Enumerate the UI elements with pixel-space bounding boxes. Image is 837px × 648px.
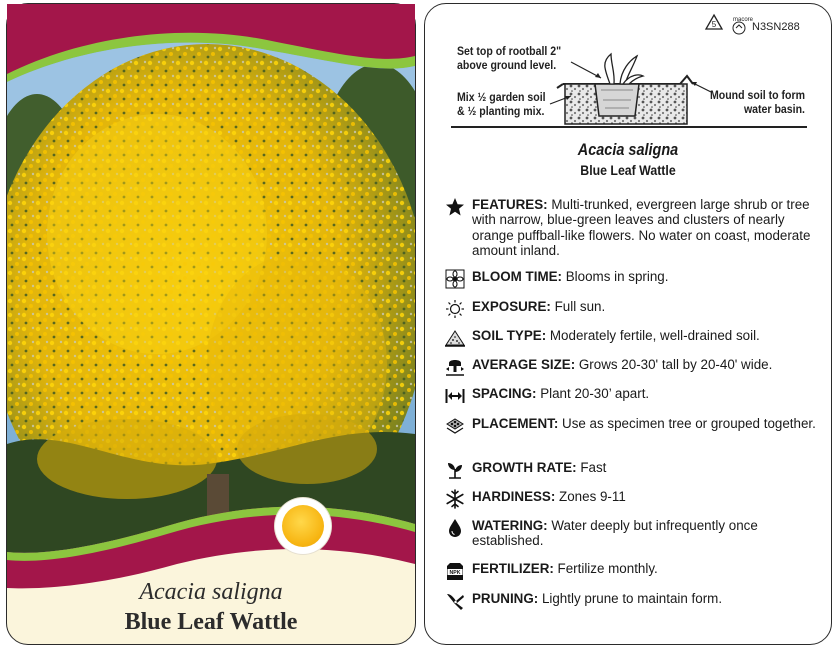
diagram-label-water-basin: Mound soil to form water basin. xyxy=(709,88,805,116)
sprout-icon xyxy=(445,460,465,480)
bloom-text: Blooms in spring. xyxy=(562,269,669,284)
feature-watering xyxy=(445,518,817,552)
exposure-text: Full sun. xyxy=(550,299,606,314)
recycle-number: 5 xyxy=(711,20,717,29)
features-text: Multi-trunked, evergreen large shrub or tree with narrow, blue-green leaves and clusters of nearly orange puffball-like flowers. No water on coast, moderate amount inland. xyxy=(472,197,811,259)
feature-average-size xyxy=(445,357,817,375)
features-label: FEATURES: xyxy=(472,197,548,212)
placement-text: Use as specimen tree or grouped together. xyxy=(558,416,816,431)
feature-growth-rate xyxy=(445,460,817,478)
growth-text: Fast xyxy=(576,460,607,475)
care-scientific-name: Acacia saligna xyxy=(577,140,679,159)
feature-spacing xyxy=(445,386,817,404)
feature-pruning xyxy=(445,591,817,609)
plant-photo xyxy=(7,4,415,644)
sku-code: N3SN288 xyxy=(752,21,800,33)
plant-size-icon xyxy=(445,357,465,377)
diagram-label-soil-mix: Mix ½ garden soil & ½ planting mix. xyxy=(457,90,546,118)
pruning-label: PRUNING: xyxy=(472,591,539,606)
star-icon xyxy=(445,197,465,217)
scientific-name: Acacia saligna xyxy=(139,579,283,605)
flower-icon xyxy=(445,269,465,289)
recycle-brand: macore xyxy=(733,17,754,23)
spacing-text: Plant 20-30’ apart. xyxy=(536,386,650,401)
size-text: Grows 20-30' tall by 20-40' wide. xyxy=(575,357,773,372)
feature-hardiness xyxy=(445,489,817,507)
feature-soil-type xyxy=(445,328,817,346)
soil-pile-icon xyxy=(445,328,465,348)
spacing-label: SPACING: xyxy=(472,386,537,401)
bloom-label: BLOOM TIME: xyxy=(472,269,563,284)
feature-features xyxy=(445,197,817,261)
feature-bloom-time xyxy=(445,269,817,287)
full-sun-badge xyxy=(275,498,331,554)
plant-photo-card xyxy=(6,3,416,645)
growth-label: GROWTH RATE: xyxy=(472,460,577,475)
npk-icon xyxy=(445,561,465,581)
snowflake-icon xyxy=(445,489,465,509)
soil-label: SOIL TYPE: xyxy=(472,328,547,343)
care-common-name: Blue Leaf Wattle xyxy=(580,162,676,178)
watering-text: Water deeply but infrequently once established. xyxy=(472,518,758,549)
size-label: AVERAGE SIZE: xyxy=(472,357,576,372)
full-sun-icon xyxy=(282,505,324,547)
pruning-text: Lightly prune to maintain form. xyxy=(538,591,723,606)
care-info-card xyxy=(424,3,832,645)
hardiness-text: Zones 9-11 xyxy=(555,489,626,504)
feature-placement xyxy=(445,416,817,450)
feature-fertilizer xyxy=(445,561,817,579)
spacing-arrows-icon xyxy=(445,386,465,406)
pruners-icon xyxy=(445,591,465,611)
placement-label: PLACEMENT: xyxy=(472,416,559,431)
watering-label: WATERING: xyxy=(472,518,548,533)
npk-text: NPK xyxy=(449,570,461,576)
sun-outline-icon xyxy=(445,299,465,319)
diagram-label-rootball: Set top of rootball 2" above ground level. xyxy=(457,44,562,72)
exposure-label: EXPOSURE: xyxy=(472,299,551,314)
fertilizer-label: FERTILIZER: xyxy=(472,561,554,576)
water-drop-icon xyxy=(445,518,465,538)
common-name: Blue Leaf Wattle xyxy=(124,609,298,635)
feature-exposure xyxy=(445,299,817,317)
fertilizer-text: Fertilize monthly. xyxy=(553,561,658,576)
divider xyxy=(451,126,807,128)
placement-icon xyxy=(445,416,465,436)
soil-text: Moderately fertile, well-drained soil. xyxy=(546,328,760,343)
hardiness-label: HARDINESS: xyxy=(472,489,556,504)
